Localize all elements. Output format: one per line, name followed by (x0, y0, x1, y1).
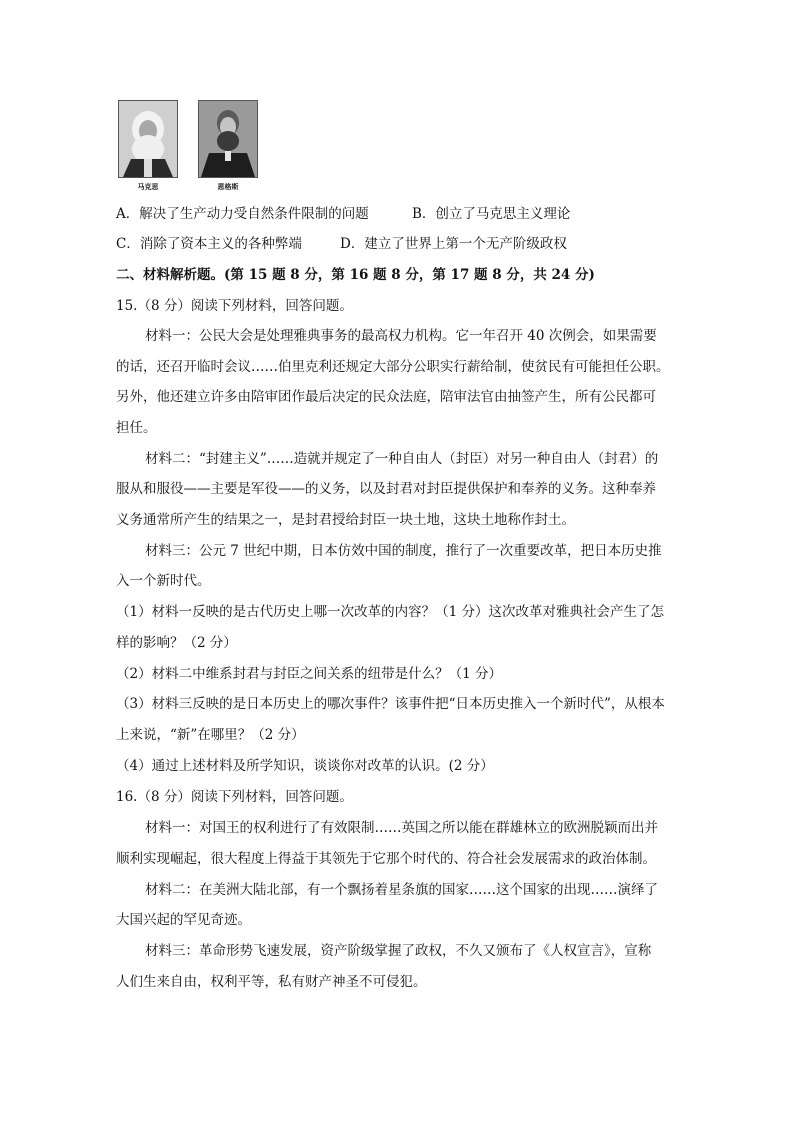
q16-material1-line: 材料一：对国王的权利进行了有效限制……英国之所以能在群雄林立的欧洲脱颖而出并 (145, 820, 658, 836)
q16-material3-line: 人们生来自由，权利平等，私有财产神圣不可侵犯。 (116, 974, 427, 990)
q15-sub2: （2）材料二中维系封君与封臣之间关系的纽带是什么？（1 分） (116, 666, 502, 682)
q16-material3-line: 材料三：革命形势飞速发展，资产阶级掌握了政权，不久又颁布了《人权宣言》，宣称 (145, 943, 652, 959)
q15-stem: 15.（8 分）阅读下列材料，回答问题。 (116, 298, 353, 314)
q15-material1-line: 材料一：公民大会是处理雅典事务的最高权力机构。它一年召开 40 次例会，如果需要 (145, 328, 657, 344)
option-b: B．创立了马克思主义理论 (412, 206, 571, 222)
option-d: D．建立了世界上第一个无产阶级政权 (340, 236, 567, 252)
marx-photo (118, 100, 178, 178)
portrait-marx (118, 100, 178, 192)
q15-sub1-line: 样的影响？（2 分） (116, 635, 237, 651)
q16-material1-line: 顺利实现崛起，很大程度上得益于其领先于它那个时代的、符合社会发展需求的政治体制。 (116, 851, 656, 867)
section-heading: 二、材料解析题。(第 15 题 8 分，第 16 题 8 分，第 17 题 8 分，共 24 分) (116, 267, 595, 283)
portrait-engels (198, 100, 258, 192)
q15-material1-line: 另外，他还建立许多由陪审团作最后决定的民众法庭，陪审法官由抽签产生，所有公民都可 (116, 389, 656, 405)
q15-material3-line: 材料三：公元 7 世纪中期，日本仿效中国的制度，推行了一次重要改革，把日本历史推 (145, 543, 662, 559)
engels-photo (198, 100, 258, 178)
q15-sub1-line: （1）材料一反映的是古代历史上哪一次改革的内容？（1 分）这次改革对雅典社会产生了怎 (116, 604, 664, 620)
q15-material1-line: 担任。 (116, 420, 157, 436)
q16-material2-line: 材料二：在美洲大陆北部，有一个飘扬着星条旗的国家……这个国家的出现……演绎了 (145, 882, 658, 898)
q15-sub3-line: （3）材料三反映的是日本历史上的哪次事件？该事件把“日本历史推入一个新时代”，从根本 (116, 696, 665, 712)
q15-material1-line: 的话，还召开临时会议……伯里克利还规定大部分公职实行薪给制，使贫民有可能担任公职。 (116, 359, 670, 375)
q15-material2-line: 服从和服役——主要是军役——的义务，以及封君对封臣提供保护和奉养的义务。这种奉养 (116, 481, 656, 497)
q15-sub3-line: 上来说，“新”在哪里？（2 分） (116, 727, 305, 743)
portrait-caption: 马克思 (137, 183, 159, 191)
option-a: A．解决了生产动力受自然条件限制的问题 (116, 206, 369, 222)
option-c: C．消除了资本主义的各种弊端 (116, 236, 302, 252)
q16-stem: 16.（8 分）阅读下列材料，回答问题。 (116, 789, 353, 805)
q15-sub4: （4）通过上述材料及所学知识，谈谈你对改革的认识。(2 分） (116, 758, 494, 774)
q15-material3-line: 入一个新时代。 (116, 573, 211, 589)
q15-material2-line: 义务通常所产生的结果之一，是封君授给封臣一块土地，这块土地称作封土。 (116, 512, 575, 528)
portrait-caption: 恩格斯 (217, 183, 239, 191)
q16-material2-line: 大国兴起的罕见奇迹。 (116, 912, 251, 928)
q15-material2-line: 材料二：“封建主义”……造就并规定了一种自由人（封臣）对另一种自由人（封君）的 (145, 451, 659, 467)
